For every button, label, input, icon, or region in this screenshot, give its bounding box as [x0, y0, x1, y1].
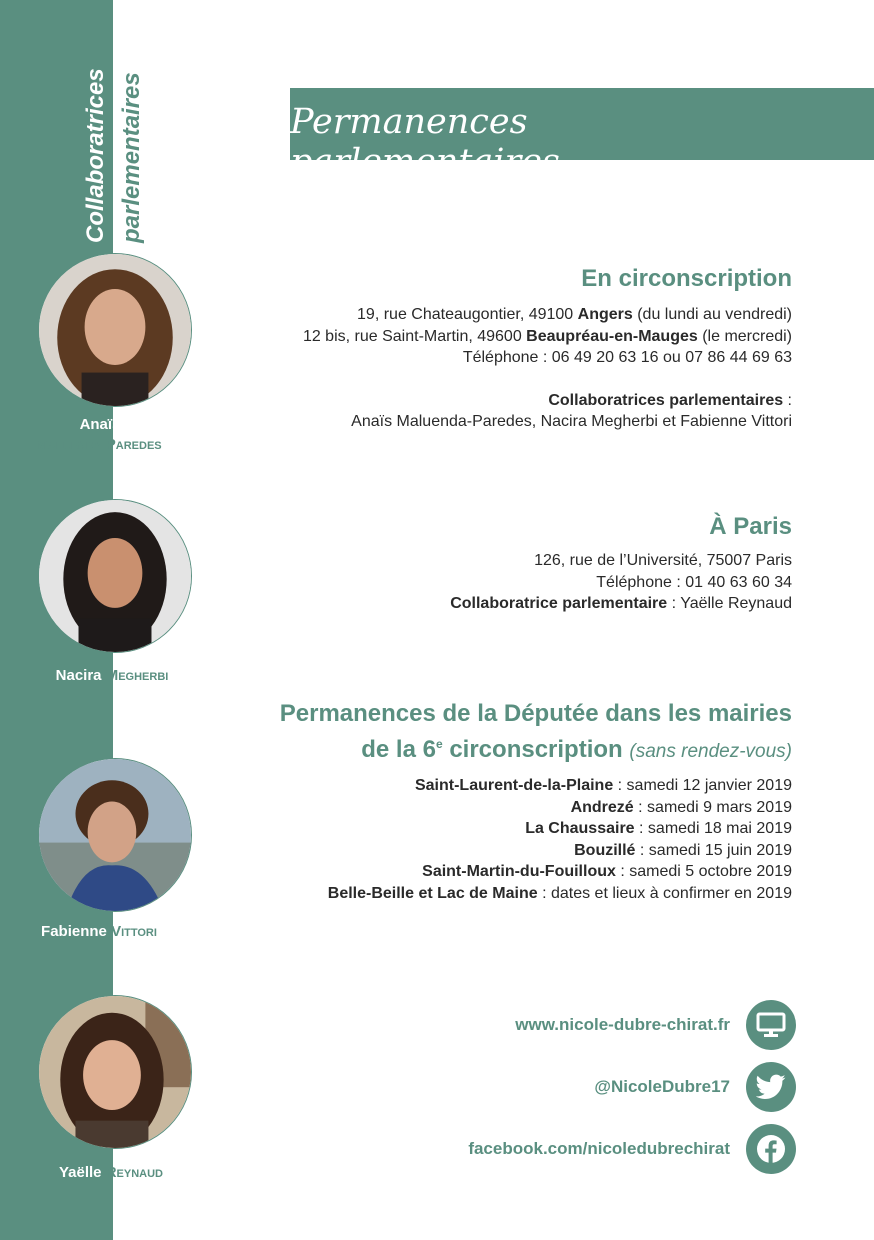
- twitter-link-text[interactable]: @NicoleDubre17: [594, 1077, 730, 1096]
- heading-note: (sans rendez-vous): [629, 741, 792, 762]
- mairie-place: Bouzillé: [574, 841, 636, 859]
- section-heading-line1: Permanences de la Députée dans les mairies: [279, 700, 792, 727]
- separator: :: [667, 595, 681, 612]
- mairie-place: Saint-Laurent-de-la-Plaine: [414, 777, 614, 794]
- list-item: [280, 818, 792, 840]
- section-circonscription: [303, 264, 792, 433]
- mairie-place: Saint-Martin-du-Fouilloux: [422, 863, 616, 880]
- list-item: [280, 883, 792, 905]
- address-city: Angers: [577, 306, 633, 323]
- portrait-photo-yaelle: [38, 995, 192, 1149]
- website-link-text[interactable]: www.nicole-dubre-chirat.fr: [515, 1015, 730, 1034]
- person-last-name: Maluenda Paredes: [35, 436, 162, 453]
- address-line: [303, 304, 792, 326]
- section-paris: [450, 512, 792, 615]
- person-first-name: Nacira: [55, 667, 102, 684]
- facebook-icon[interactable]: [746, 1124, 796, 1174]
- sidebar-title: [0, 28, 145, 243]
- address-line: 126, rue de l’Université, 75007 Paris: [534, 552, 792, 569]
- person-last-name: Reynaud: [105, 1164, 163, 1181]
- list-item: [280, 840, 792, 862]
- portrait-photo-fabienne: [38, 758, 192, 912]
- page-title: Permanences parlementaires: [290, 102, 560, 182]
- separator: :: [783, 391, 792, 409]
- collaborators-label: Collaboratrices parlementaires: [548, 391, 784, 409]
- person-last-name: Megherbi: [105, 667, 169, 684]
- address-hours: (le mercredi): [697, 327, 792, 345]
- heading-text: circonscription: [442, 736, 623, 763]
- address-city: Beaupréau-en-Mauges: [526, 327, 698, 345]
- person-last-name: Vittori: [111, 923, 157, 940]
- twitter-link[interactable]: [594, 1061, 796, 1113]
- website-link[interactable]: [515, 999, 796, 1051]
- heading-superscript: e: [435, 737, 443, 751]
- phone-line: Téléphone : 06 49 20 63 16 ou 07 86 44 69 63: [462, 349, 792, 366]
- monitor-icon[interactable]: [746, 1000, 796, 1050]
- person-first-name: Yaëlle: [58, 1164, 102, 1181]
- collaborator-name: Yaëlle Reynaud: [680, 595, 792, 612]
- person-first-name: Anaïs: [79, 416, 121, 433]
- phone-line: Téléphone : 01 40 63 60 34: [596, 573, 792, 591]
- person-name-anais: [0, 415, 200, 455]
- address-line: [303, 326, 792, 348]
- mairie-date: : dates et lieux à confirmer en 2019: [537, 884, 792, 902]
- person-name-yaelle: [11, 1163, 211, 1183]
- address-hours: (du lundi au vendredi): [632, 306, 792, 323]
- person-name-nacira: [12, 666, 212, 686]
- facebook-link[interactable]: [468, 1123, 796, 1175]
- facebook-link-text[interactable]: facebook.com/nicoledubrechirat: [468, 1139, 730, 1158]
- collaborators-names: Anaïs Maluenda-Paredes, Nacira Megherbi et Fabienne Vittori: [351, 413, 792, 430]
- mairie-place: Andrezé: [570, 798, 634, 816]
- collaborator-label: Collaboratrice parlementaire: [450, 595, 668, 612]
- mairie-date: : samedi 18 mai 2019: [634, 820, 792, 837]
- list-item: [280, 775, 792, 797]
- section-heading: À Paris: [709, 513, 792, 540]
- mairie-date: : samedi 9 mars 2019: [633, 798, 792, 816]
- person-name-fabienne: [0, 922, 199, 942]
- heading-text: de la 6: [361, 736, 436, 763]
- mairie-date: : samedi 5 octobre 2019: [615, 863, 792, 880]
- portrait-photo-anais: [38, 253, 192, 407]
- collaborators-line: [303, 390, 792, 412]
- sidebar-title-line2: parlementaires: [118, 72, 145, 243]
- list-item: [280, 861, 792, 883]
- page-title-banner: [290, 88, 874, 182]
- mairie-place: Belle-Beille et Lac de Maine: [327, 884, 538, 902]
- twitter-icon[interactable]: [746, 1062, 796, 1112]
- mairie-date: : samedi 12 janvier 2019: [613, 777, 792, 794]
- sidebar-title-line1: Collaboratrices: [82, 68, 109, 243]
- address-text: 12 bis, rue Saint-Martin, 49600: [302, 327, 527, 345]
- list-item: [280, 797, 792, 819]
- section-heading-line2: [280, 729, 792, 767]
- address-text: 19, rue Chateaugontier, 49100: [357, 306, 578, 323]
- section-mairies: [280, 699, 792, 904]
- portrait-photo-nacira: [38, 499, 192, 653]
- mairie-place: La Chaussaire: [525, 820, 635, 837]
- person-first-name: Fabienne: [41, 923, 107, 940]
- collaborator-line: [450, 593, 792, 615]
- mairie-date: : samedi 15 juin 2019: [635, 841, 792, 859]
- section-heading: En circonscription: [581, 265, 792, 292]
